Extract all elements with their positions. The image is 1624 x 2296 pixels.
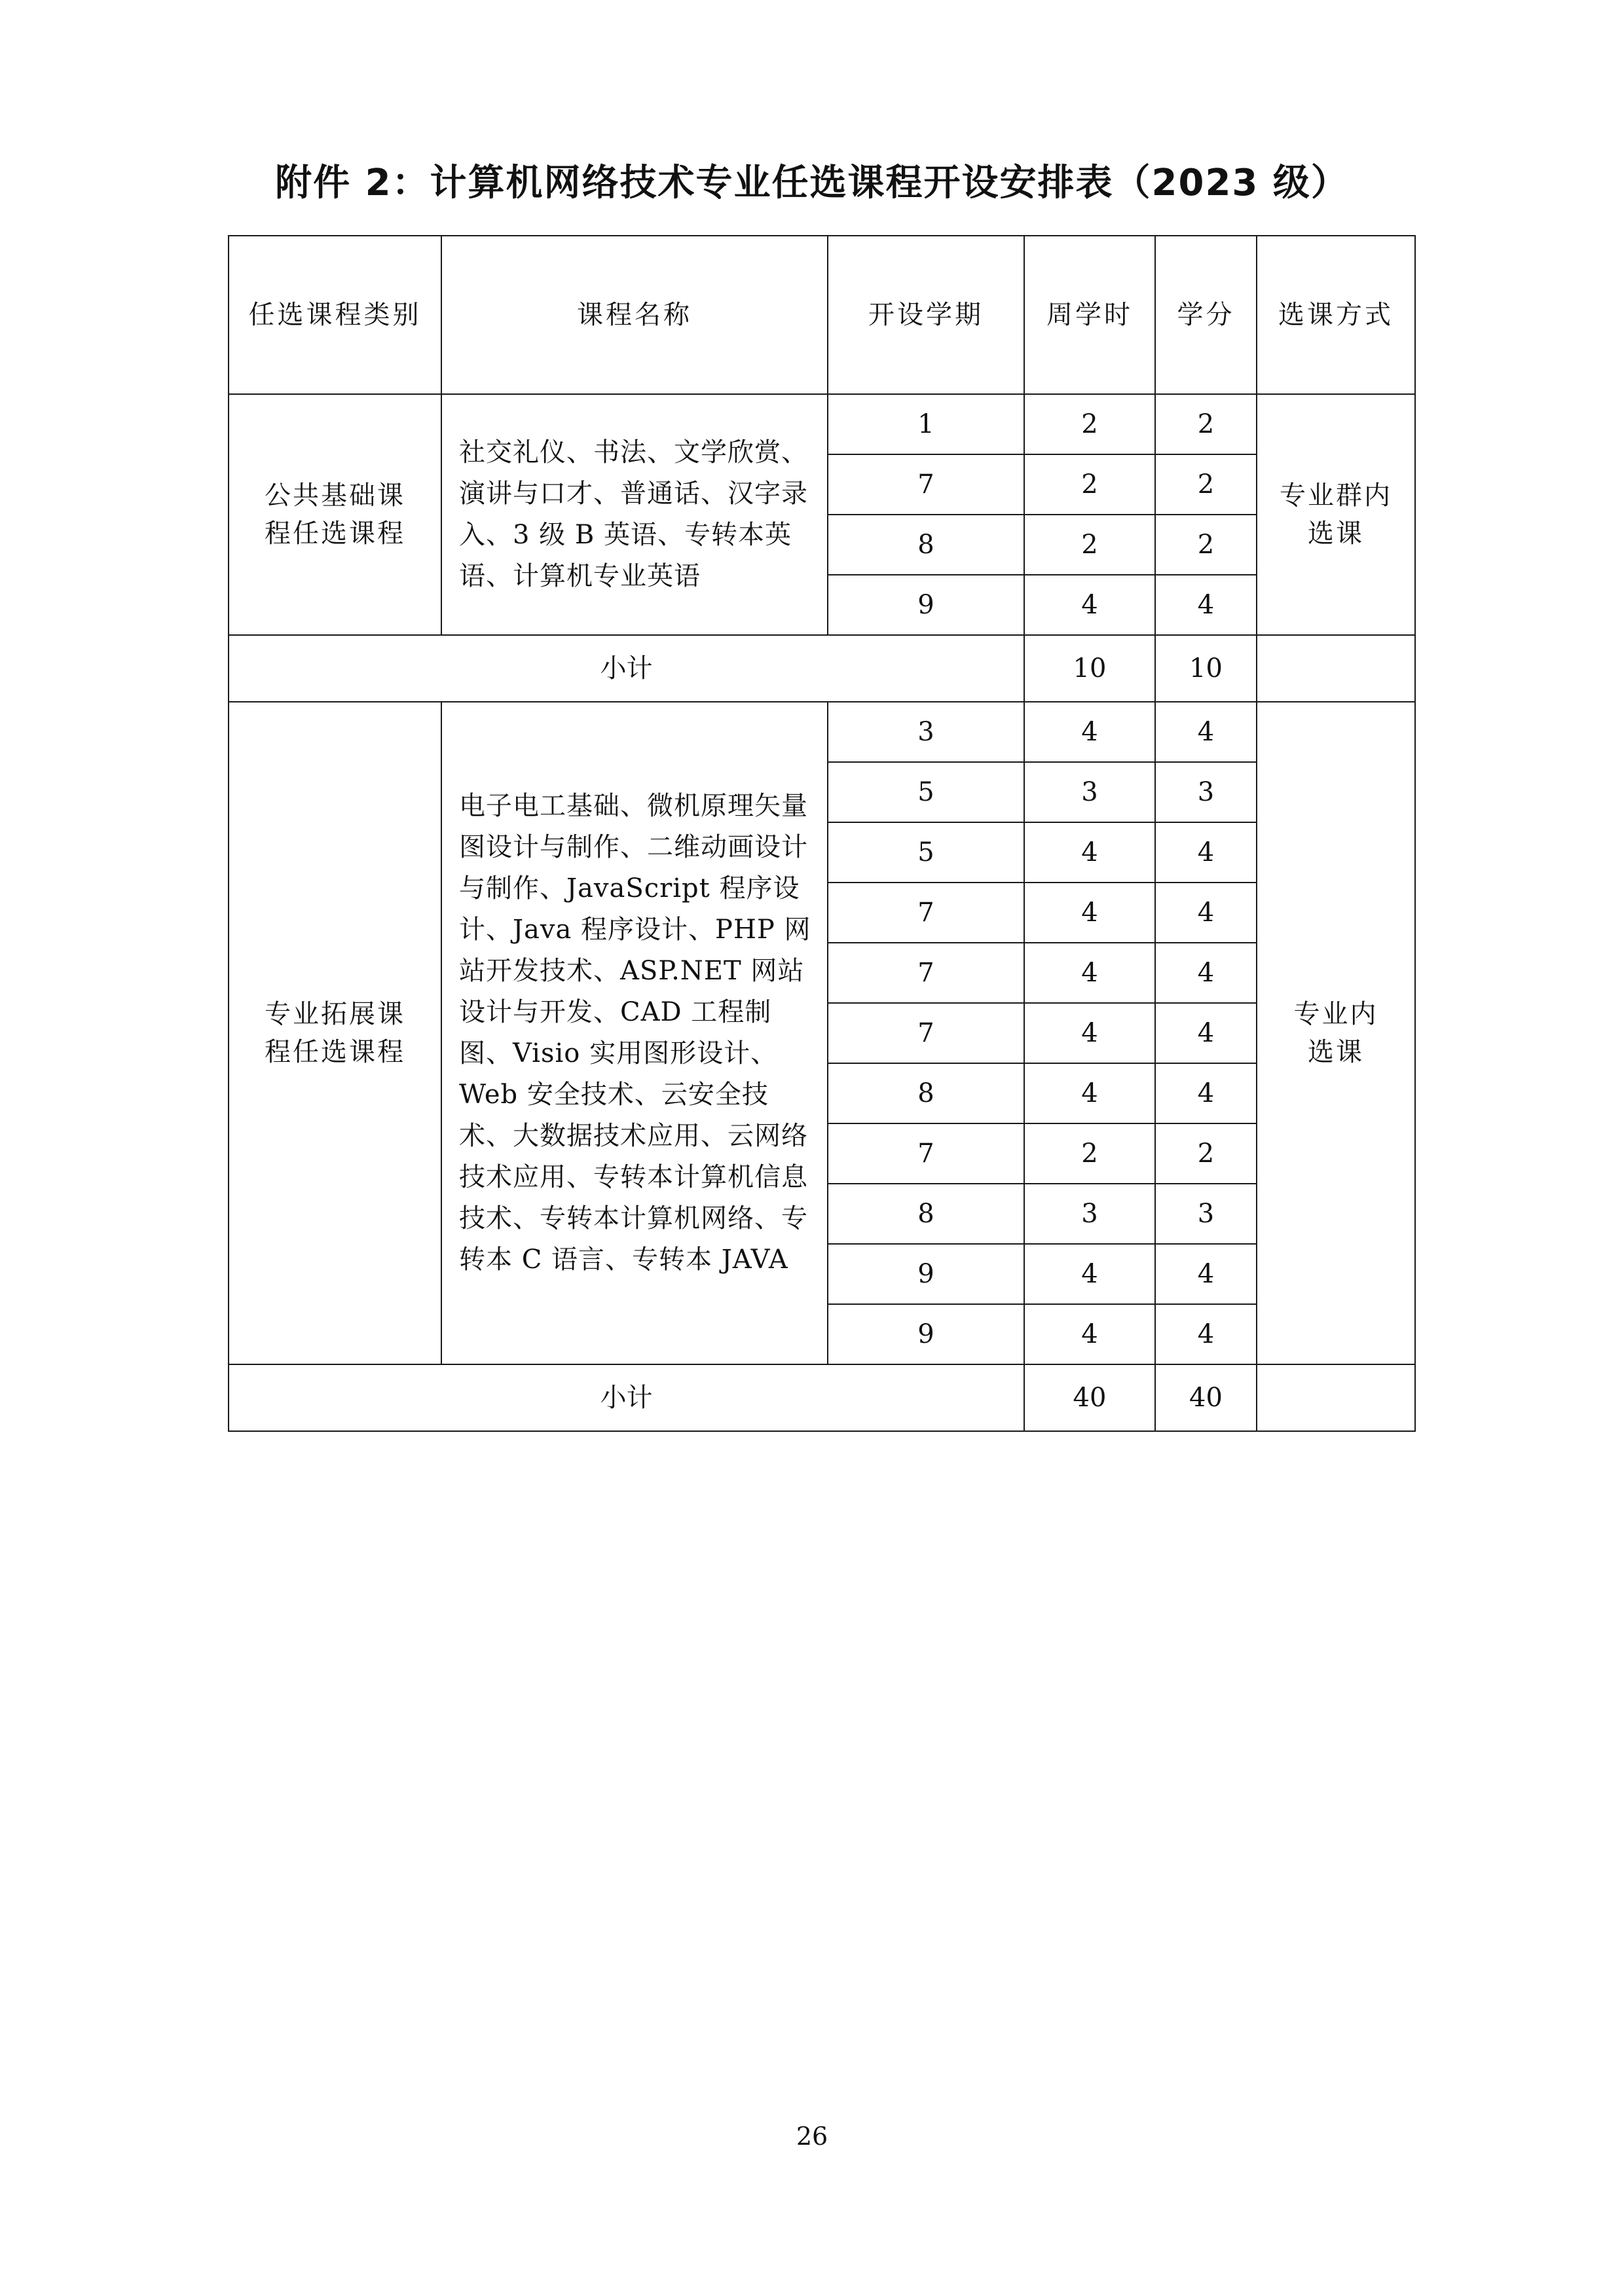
semester-cell: 7 bbox=[828, 1123, 1024, 1184]
weekly-hours-cell: 4 bbox=[1024, 1063, 1155, 1123]
course-names-cell: 社交礼仪、书法、文学欣赏、演讲与口才、普通话、汉字录入、3 级 B 英语、专转本英语、计算机专业英语 bbox=[441, 394, 828, 635]
semester-cell: 7 bbox=[828, 943, 1024, 1003]
subtotal-hours: 10 bbox=[1024, 635, 1155, 702]
selection-method-cell bbox=[1257, 394, 1415, 635]
course-names-cell: 电子电工基础、微机原理矢量图设计与制作、二维动画设计与制作、JavaScript 程序设计、Java 程序设计、PHP 网站开发技术、ASP.NET 网站设计与开发、CAD 工程制图、Visio 实用图形设计、Web 安全技术、云安全技术、大数据技术应用、云网络技术应用、专转本计算机信息技术、专转本计算机网络、专转本 C 语言、专转本 JAVA bbox=[441, 702, 828, 1364]
semester-cell: 5 bbox=[828, 822, 1024, 883]
semester-cell: 8 bbox=[828, 1063, 1024, 1123]
weekly-hours-cell: 3 bbox=[1024, 1184, 1155, 1244]
credits-cell: 2 bbox=[1155, 1123, 1257, 1184]
credits-cell: 2 bbox=[1155, 394, 1257, 454]
group-category-cell bbox=[229, 394, 441, 635]
subtotal-empty-cell bbox=[1257, 635, 1415, 702]
credits-cell: 4 bbox=[1155, 575, 1257, 635]
semester-cell: 8 bbox=[828, 515, 1024, 575]
credits-cell: 3 bbox=[1155, 762, 1257, 822]
credits-cell: 4 bbox=[1155, 822, 1257, 883]
weekly-hours-cell: 3 bbox=[1024, 762, 1155, 822]
credits-cell: 2 bbox=[1155, 454, 1257, 515]
semester-cell: 9 bbox=[828, 1304, 1024, 1364]
credits-cell: 4 bbox=[1155, 943, 1257, 1003]
course-schedule-table bbox=[228, 235, 1416, 1432]
subtotal-label: 小计 bbox=[229, 1364, 1024, 1431]
selection-method: 专业群内选课 bbox=[1280, 481, 1392, 549]
header-credits: 学分 bbox=[1155, 236, 1257, 394]
semester-cell: 9 bbox=[828, 575, 1024, 635]
weekly-hours-cell: 4 bbox=[1024, 1244, 1155, 1304]
weekly-hours-cell: 4 bbox=[1024, 702, 1155, 762]
credits-cell: 4 bbox=[1155, 1003, 1257, 1063]
semester-cell: 7 bbox=[828, 1003, 1024, 1063]
header-category: 任选课程类别 bbox=[229, 236, 441, 394]
weekly-hours-cell: 4 bbox=[1024, 575, 1155, 635]
subtotal-hours: 40 bbox=[1024, 1364, 1155, 1431]
page-number: 26 bbox=[796, 2122, 828, 2151]
semester-cell: 9 bbox=[828, 1244, 1024, 1304]
semester-cell: 3 bbox=[828, 702, 1024, 762]
semester-cell: 8 bbox=[828, 1184, 1024, 1244]
subtotal-row bbox=[229, 635, 1415, 702]
subtotal-credits: 10 bbox=[1155, 635, 1257, 702]
header-selection-method: 选课方式 bbox=[1257, 236, 1415, 394]
credits-cell: 4 bbox=[1155, 1304, 1257, 1364]
weekly-hours-cell: 4 bbox=[1024, 943, 1155, 1003]
header-semester: 开设学期 bbox=[828, 236, 1024, 394]
subtotal-row bbox=[229, 1364, 1415, 1431]
weekly-hours-cell: 4 bbox=[1024, 822, 1155, 883]
credits-cell: 4 bbox=[1155, 883, 1257, 943]
header-row bbox=[229, 236, 1415, 394]
semester-cell: 7 bbox=[828, 883, 1024, 943]
table-row bbox=[229, 702, 1415, 762]
semester-cell: 1 bbox=[828, 394, 1024, 454]
weekly-hours-cell: 2 bbox=[1024, 454, 1155, 515]
weekly-hours-cell: 2 bbox=[1024, 515, 1155, 575]
credits-cell: 4 bbox=[1155, 1244, 1257, 1304]
group-category-cell bbox=[229, 702, 441, 1364]
credits-cell: 4 bbox=[1155, 1063, 1257, 1123]
weekly-hours-cell: 2 bbox=[1024, 1123, 1155, 1184]
credits-cell: 4 bbox=[1155, 702, 1257, 762]
table-row bbox=[229, 394, 1415, 454]
weekly-hours-cell: 4 bbox=[1024, 883, 1155, 943]
group-category: 公共基础课程任选课程 bbox=[265, 481, 405, 549]
header-weekly-hours: 周学时 bbox=[1024, 236, 1155, 394]
subtotal-empty-cell bbox=[1257, 1364, 1415, 1431]
semester-cell: 5 bbox=[828, 762, 1024, 822]
page-title: 附件 2：计算机网络技术专业任选课程开设安排表（2023 级） bbox=[275, 162, 1349, 204]
subtotal-credits: 40 bbox=[1155, 1364, 1257, 1431]
weekly-hours-cell: 2 bbox=[1024, 394, 1155, 454]
header-course-name: 课程名称 bbox=[441, 236, 828, 394]
group-category: 专业拓展课程任选课程 bbox=[265, 999, 405, 1067]
selection-method: 专业内选课 bbox=[1293, 999, 1378, 1067]
semester-cell: 7 bbox=[828, 454, 1024, 515]
credits-cell: 3 bbox=[1155, 1184, 1257, 1244]
weekly-hours-cell: 4 bbox=[1024, 1304, 1155, 1364]
selection-method-cell bbox=[1257, 702, 1415, 1364]
credits-cell: 2 bbox=[1155, 515, 1257, 575]
weekly-hours-cell: 4 bbox=[1024, 1003, 1155, 1063]
subtotal-label: 小计 bbox=[229, 635, 1024, 702]
